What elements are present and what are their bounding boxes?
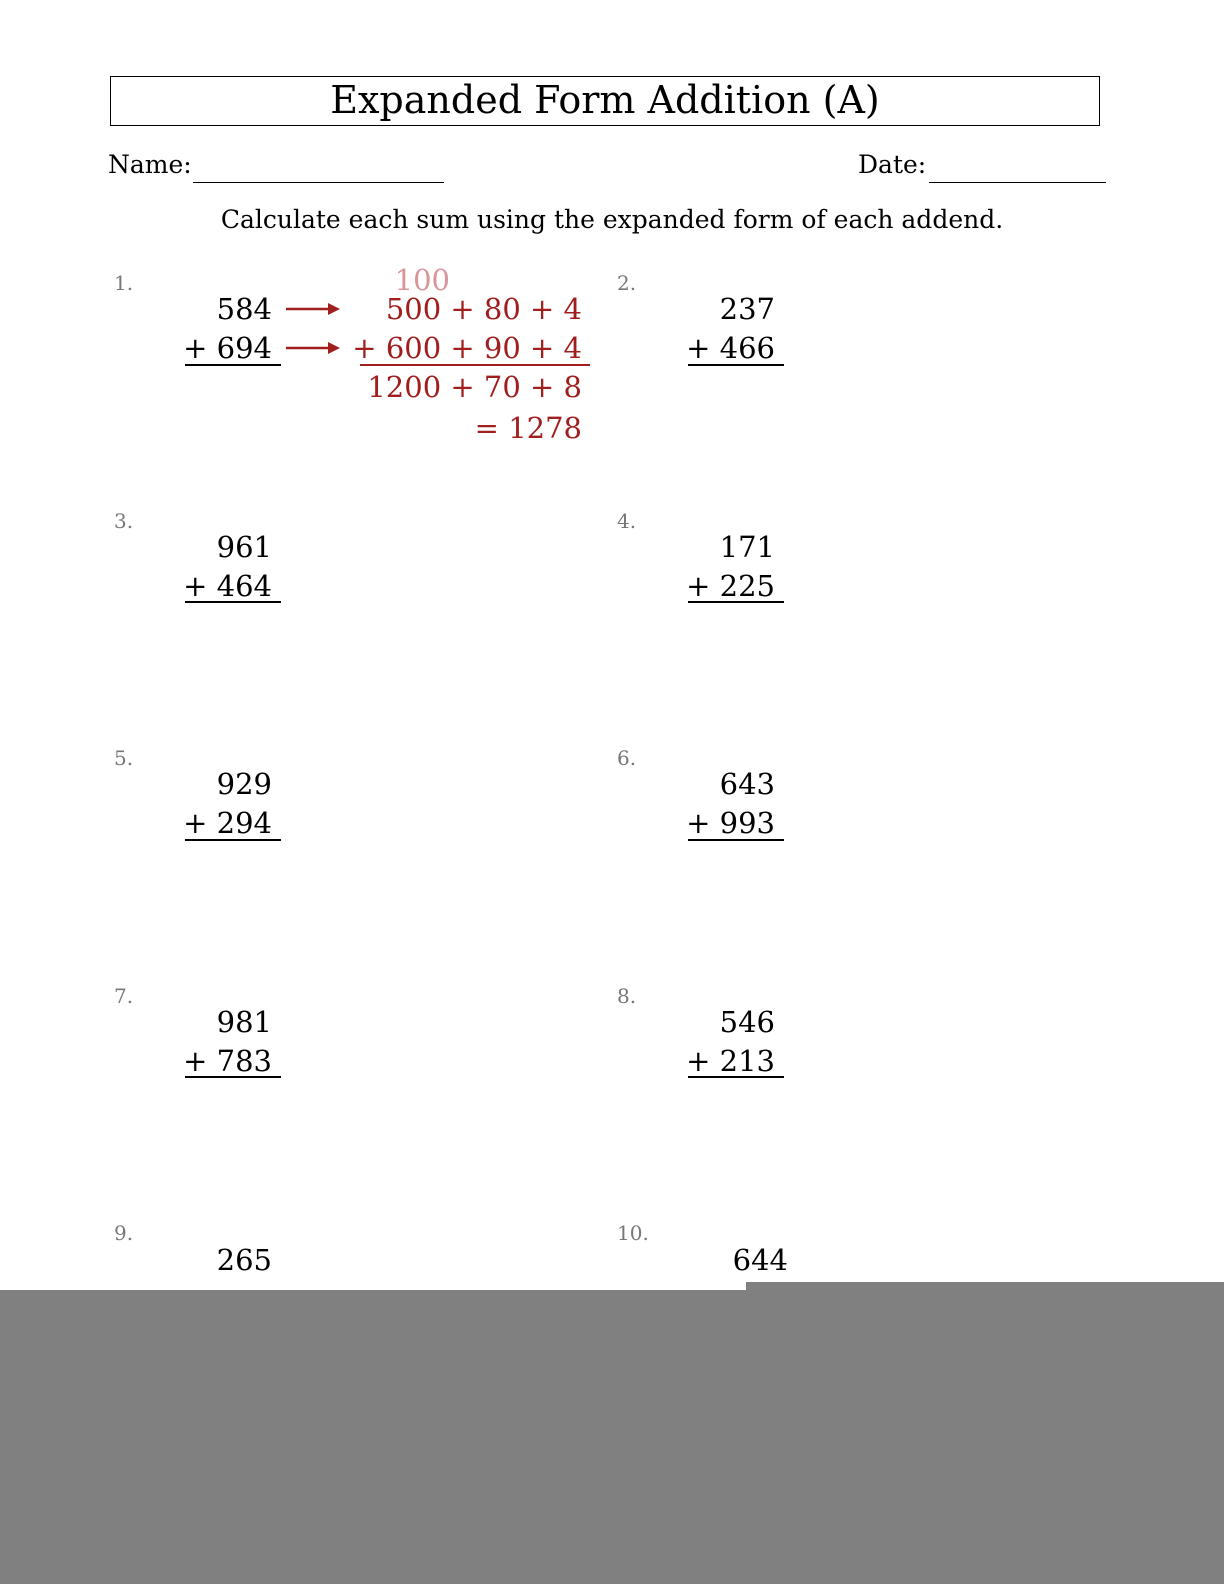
addend-bottom: + 225 bbox=[686, 569, 775, 603]
sum-line bbox=[185, 1076, 281, 1078]
expanded-sum-line bbox=[360, 364, 590, 366]
sum-line bbox=[185, 601, 281, 603]
addend-bottom: + 294 bbox=[183, 806, 272, 840]
expanded-total: = 1278 bbox=[474, 411, 582, 445]
name-field[interactable] bbox=[193, 182, 444, 183]
occlusion-overlay bbox=[0, 1290, 1224, 1584]
addend-top: 981 bbox=[216, 1005, 272, 1039]
addend-bottom: + 694 bbox=[183, 331, 272, 365]
addend-bottom: + 783 bbox=[183, 1044, 272, 1078]
expanded-line-2: + 600 + 90 + 4 bbox=[352, 331, 582, 365]
problem-number: 6. bbox=[617, 746, 637, 770]
expanded-line-3: 1200 + 70 + 8 bbox=[367, 370, 582, 404]
addend-top: 237 bbox=[719, 292, 775, 326]
date-label: Date: bbox=[858, 150, 927, 179]
addend-bottom: + 213 bbox=[686, 1044, 775, 1078]
problem-number: 1. bbox=[114, 271, 134, 295]
sum-line bbox=[688, 364, 784, 366]
addend-bottom: + 466 bbox=[686, 331, 775, 365]
problem-number: 10. bbox=[617, 1221, 649, 1245]
sum-line bbox=[688, 839, 784, 841]
problem-number: 2. bbox=[617, 271, 637, 295]
sum-line bbox=[185, 364, 281, 366]
name-label: Name: bbox=[108, 150, 192, 179]
addend-top: 961 bbox=[216, 530, 272, 564]
addend-bottom: + 464 bbox=[183, 569, 272, 603]
addend-top: 546 bbox=[719, 1005, 775, 1039]
addend-bottom: + 993 bbox=[686, 806, 775, 840]
addend-top: 929 bbox=[216, 767, 272, 801]
problem-number: 8. bbox=[617, 984, 637, 1008]
problem-number: 4. bbox=[617, 509, 637, 533]
expanded-line-1: 500 + 80 + 4 bbox=[385, 292, 582, 326]
worksheet-title: Expanded Form Addition (A) bbox=[110, 76, 1100, 126]
addend-top: 584 bbox=[216, 292, 272, 326]
date-field[interactable] bbox=[929, 182, 1106, 183]
addend-top: 171 bbox=[719, 530, 775, 564]
sum-line bbox=[688, 601, 784, 603]
sum-line bbox=[185, 839, 281, 841]
problem-number: 9. bbox=[114, 1221, 134, 1245]
instructions: Calculate each sum using the expanded form of each addend. bbox=[220, 205, 1004, 234]
addend-top: 644 bbox=[732, 1243, 788, 1277]
problem-number: 5. bbox=[114, 746, 134, 770]
problem-number: 3. bbox=[114, 509, 134, 533]
carry-value: 100 bbox=[394, 263, 450, 297]
addend-top: 643 bbox=[719, 767, 775, 801]
problem-number: 7. bbox=[114, 984, 134, 1008]
sum-line bbox=[688, 1076, 784, 1078]
addend-top: 265 bbox=[216, 1243, 272, 1277]
